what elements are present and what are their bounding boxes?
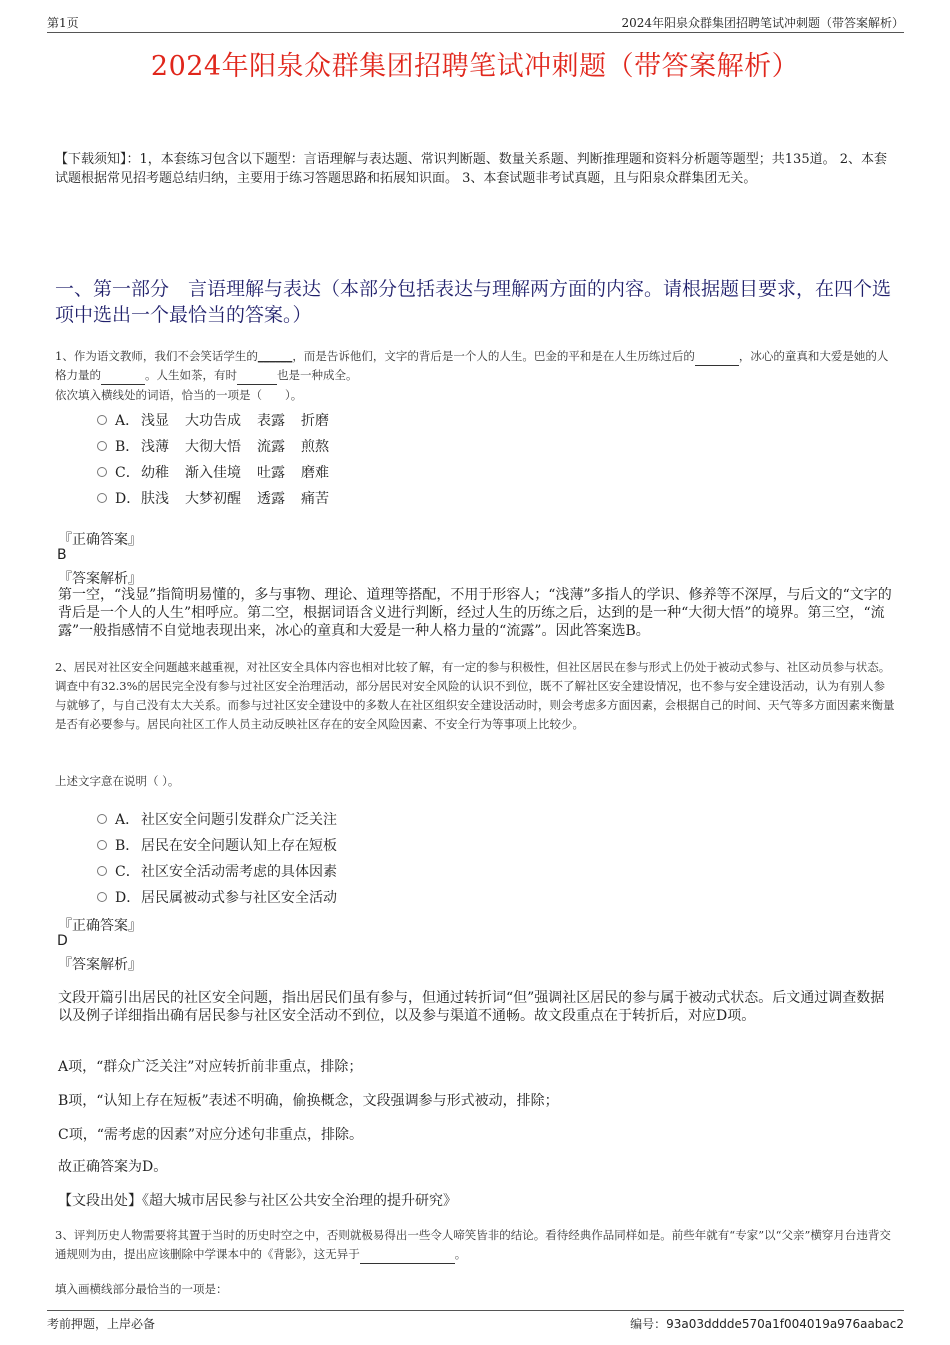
option-text: 社区安全活动需考虑的具体因素	[141, 864, 337, 880]
question-1-prompt: 依次填入横线处的词语，恰当的一项是（ ）。	[55, 388, 303, 402]
radio-icon[interactable]	[97, 892, 107, 902]
section-heading: 一、第一部分 言语理解与表达（本部分包括表达与理解两方面的内容。请根据题目要求，在四个选项中选出一个最恰当的答案。）	[55, 278, 892, 326]
q2-answer: D	[57, 933, 68, 949]
q1-analysis: 第一空，“浅显”指简明易懂的，多与事物、理论、道理等搭配，不用于形容人；“浅薄”多指人的学识、修养等不深厚，与后文的“文字的背后是一个人的人生”相呼应。第二空，根据词语含义进行判断，经过人生的历练之后，达到的是一种“大彻大悟”的境界。第三空，“流露”一般指感情不自觉地表现出来，冰心的童真和大爱是一种人格力量的“流露”。因此答案选B。	[58, 587, 892, 639]
option-word: 透露	[257, 491, 285, 507]
q2-option-a[interactable]	[97, 809, 337, 831]
option-letter: D．	[115, 890, 141, 906]
footer-code-value: 93a03dddde570a1f004019a976aabac2	[666, 1317, 904, 1331]
q1-answer: B	[57, 547, 67, 563]
option-word: 表露	[257, 413, 285, 429]
q1-option-d[interactable]	[97, 488, 345, 510]
q1-option-c[interactable]	[97, 462, 345, 484]
q2-note-c: C项，“需考虑的因素”对应分述句非重点，排除。	[58, 1127, 364, 1143]
q2-source: 【文段出处】《超大城市居民参与社区公共安全治理的提升研究》	[58, 1193, 457, 1209]
option-word: 浅显	[141, 413, 169, 429]
option-text: 居民属被动式参与社区安全活动	[141, 890, 337, 906]
page-number: 第1页	[47, 16, 79, 30]
question-3-prompt: 填入画横线部分最恰当的一项是：	[55, 1282, 228, 1296]
radio-icon[interactable]	[97, 814, 107, 824]
q2-analysis: 文段开篇引出居民的社区安全问题，指出居民们虽有参与，但通过转折词“但”强调社区居民的参与属于被动式状态。后文通过调查数据以及例子详细指出确有居民参与社区安全活动不到位，以及参与渠道不通畅。故文段重点在于转折后，对应D项。	[58, 990, 885, 1024]
option-word: 折磨	[301, 413, 329, 429]
option-letter: B．	[115, 838, 140, 854]
option-letter: C．	[115, 864, 140, 880]
option-word: 幼稚	[141, 465, 169, 481]
option-letter: A．	[115, 413, 140, 429]
option-word: 大功告成	[185, 413, 241, 429]
page-footer	[47, 1310, 904, 1334]
option-word: 浅薄	[141, 439, 169, 455]
question-1-text	[55, 347, 895, 385]
radio-icon[interactable]	[97, 415, 107, 425]
option-text: 社区安全问题引发群众广泛关注	[141, 812, 337, 828]
option-word: 吐露	[257, 465, 285, 481]
option-word: 痛苦	[301, 491, 329, 507]
radio-icon[interactable]	[97, 467, 107, 477]
q3-blank	[360, 1251, 455, 1264]
q2-conclusion: 故正确答案为D。	[58, 1159, 168, 1175]
option-word: 渐入佳境	[185, 465, 241, 481]
question-2-prompt: 上述文字意在说明（ ）。	[55, 774, 180, 788]
footer-slogan: 考前押题，上岸必备	[47, 1317, 156, 1331]
option-letter: B．	[115, 439, 140, 455]
question-2-text: 2、居民对社区安全问题越来越重视，对社区安全具体内容也相对比较了解，有一定的参与积极性，但社区居民在参与形式上仍处于被动式参与、社区动员参与状态。调查中有32.3%的居民完全没有参与过社区安全治理活动，部分居民对安全风险的认识不到位，既不了解社区安全建设情况，也不参与安全建设活动，认为有别人参与就够了，与自己没有太大关系。而参与过社区安全建设中的多数人在社区组织安全建设活动时，则会考虑多方面因素，会根据自己的时间、天气等多方面因素来衡量是否有必要参与。居民向社区工作人员主动反映社区存在的安全风险因素、不安全行为等事项上比较少。	[55, 660, 895, 731]
q1-blank-3	[101, 372, 145, 385]
q3-text: 3、评判历史人物需要将其置于当时的历史时空之中，否则就极易得出一些令人啼笑皆非的结论。看待经典作品同样如是。前些年就有“专家”以“父亲”横穿月台违背交通规则为由，提出应该删除中学课本中的《背影》，这无异于	[55, 1228, 891, 1261]
q3-end: 。	[454, 1247, 467, 1261]
question-3-text	[55, 1226, 895, 1264]
radio-icon[interactable]	[97, 840, 107, 850]
q1-text-e: 也是一种成全。	[277, 368, 358, 382]
option-word: 大彻大悟	[185, 439, 241, 455]
footer-code	[630, 1315, 904, 1332]
option-letter: C．	[115, 465, 140, 481]
q1-text-d: 。人生如茶，有时	[145, 368, 237, 382]
header-doc-title: 2024年阳泉众群集团招聘笔试冲刺题（带答案解析）	[621, 16, 904, 30]
option-word: 磨难	[301, 465, 329, 481]
option-word: 大梦初醒	[185, 491, 241, 507]
q1-option-b[interactable]	[97, 436, 345, 458]
q2-option-c[interactable]	[97, 861, 337, 883]
q1-answer-label: 『正确答案』	[58, 532, 142, 548]
radio-icon[interactable]	[97, 493, 107, 503]
option-word: 肤浅	[141, 491, 169, 507]
radio-icon[interactable]	[97, 866, 107, 876]
q1-text-b: ，而是告诉他们，文字的背后是一个人的人生。巴金的平和是在人生历练过后的	[292, 349, 695, 363]
q2-option-b[interactable]	[97, 835, 337, 857]
q2-note-a: A项，“群众广泛关注”对应转折前非重点，排除；	[58, 1059, 363, 1075]
option-letter: D．	[115, 491, 141, 507]
option-word: 流露	[257, 439, 285, 455]
option-text: 居民在安全问题认知上存在短板	[141, 838, 337, 854]
radio-icon[interactable]	[97, 441, 107, 451]
q1-blank-2	[695, 353, 739, 366]
q1-option-a[interactable]	[97, 410, 345, 432]
q2-answer-label: 『正确答案』	[58, 918, 142, 934]
option-word: 煎熬	[301, 439, 329, 455]
q1-text-a: 1、作为语文教师，我们不会笑话学生的	[55, 349, 258, 363]
q2-note-b: B项，“认知上存在短板”表述不明确，偷换概念，文段强调参与形式被动，排除；	[58, 1093, 559, 1109]
q1-blank-1: ______	[257, 349, 293, 363]
q2-option-d[interactable]	[97, 887, 337, 909]
page-header	[47, 14, 904, 33]
q1-text-c: ，冰心的童真和大爱是她的人格力量的	[55, 349, 889, 382]
option-letter: A．	[115, 812, 140, 828]
footer-code-label: 编号：	[630, 1317, 667, 1331]
q2-analysis-label: 『答案解析』	[58, 957, 142, 973]
download-notice: 【下载须知】：1，本套练习包含以下题型：言语理解与表达题、常识判断题、数量关系题、判断推理题和资料分析题等题型；共135道。 2、本套试题根据常见招考题总结归纳，主要用于练习答题思路和拓展知识面。 3、本套试题非考试真题，且与阳泉众群集团无关。	[55, 152, 887, 186]
q1-blank-4	[237, 372, 277, 385]
q1-analysis-label: 『答案解析』	[58, 571, 142, 587]
document-title: 2024年阳泉众群集团招聘笔试冲刺题（带答案解析）	[150, 51, 800, 82]
